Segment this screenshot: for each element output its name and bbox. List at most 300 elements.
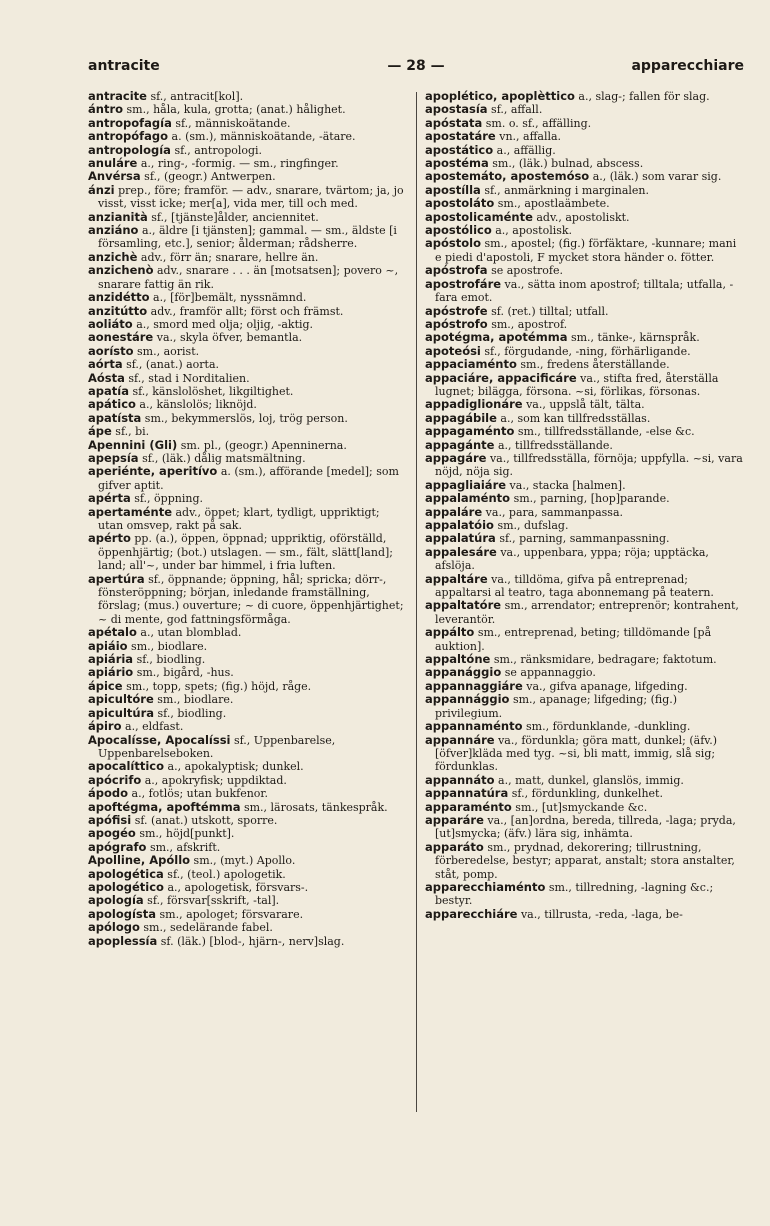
entry-headword: apostólico xyxy=(425,223,492,238)
entry-headword: apóstrofo xyxy=(425,316,488,331)
entry-headword: Aósta xyxy=(88,370,125,385)
entry-definition: sm., tänke-, kärnspråk. xyxy=(570,331,700,345)
dictionary-entry xyxy=(425,814,745,841)
dictionary-entry xyxy=(88,157,408,170)
entry-headword: appannáre xyxy=(425,732,495,747)
entry-headword: appanággio xyxy=(425,665,502,680)
dictionary-entry xyxy=(88,103,408,116)
dictionary-entry xyxy=(88,666,408,679)
entry-headword: anzianità xyxy=(88,209,148,224)
entry-headword: ápice xyxy=(88,678,123,693)
entry-headword: apoplético, apoplèttico xyxy=(425,89,575,103)
entry-headword: appaciáre, appacificáre xyxy=(425,370,577,385)
entry-headword: apostemáto, apostemóso xyxy=(425,169,590,184)
dictionary-entry xyxy=(88,452,408,465)
entry-definition: a. (sm.), människoätande, -ätare. xyxy=(171,130,356,144)
entry-headword: appálto xyxy=(425,625,475,640)
entry-definition: sm., dufslag. xyxy=(497,519,569,532)
entry-definition: sm., aorist. xyxy=(137,344,200,358)
entry-headword: apocalíttico xyxy=(88,759,165,774)
entry-headword: apicultúra xyxy=(88,705,154,720)
entry-headword: appagáre xyxy=(425,450,487,465)
dictionary-entry xyxy=(88,854,408,867)
entry-definition: va., fördunkla; göra matt, dunkel; (äfv.) [öfver]kläda med tyg. ~si, bli matt, immig, slå sig; fördunklas. xyxy=(435,733,717,774)
entry-definition: va., uppenbara, yppa; röja; upptäcka, afslöja. xyxy=(435,545,709,573)
dictionary-entry xyxy=(425,425,745,438)
dictionary-entry xyxy=(425,197,745,210)
entry-definition: pp. (a.), öppen, öppnad; uppriktig, oförställd, öppenhjärtig; (bot.) utslagen. — sm., fält, slätt[land]; land; all'~, under bar himmel, i fria luften. xyxy=(98,532,393,573)
entry-definition: a., äldre [i tjänsten]; gammal. — sm., äldste [i församling, etc.], senior; ålderman; rådsherre. xyxy=(98,224,397,251)
dictionary-entry xyxy=(425,170,745,183)
entry-headword: appannáto xyxy=(425,772,495,787)
entry-headword: apiáio xyxy=(88,638,128,653)
entry-definition: adv., förr än; snarare, hellre än. xyxy=(140,250,319,264)
entry-headword: aorísto xyxy=(88,343,134,358)
dictionary-entry xyxy=(425,452,745,479)
entry-headword: aonestáre xyxy=(88,330,154,345)
entry-definition: se appannaggio. xyxy=(504,666,596,680)
entry-definition: va., tilldöma, gifva på entreprenad; appaltarsi al teatro, taga abonnemang på teatern. xyxy=(435,572,714,600)
entry-definition: sf. (läk.) [blod-, hjärn-, nerv]slag. xyxy=(160,934,345,948)
entry-definition: va., gifva apanage, lifgeding. xyxy=(526,679,688,693)
dictionary-entry xyxy=(88,251,408,264)
entry-headword: apócrifo xyxy=(88,772,142,787)
page-number: — 28 — xyxy=(387,58,445,74)
entry-headword: anzitútto xyxy=(88,303,148,318)
entry-definition: va., tillfredsställa, förnöja; uppfylla. ~si, vara nöjd, nöja sig. xyxy=(435,451,743,479)
entry-definition: se apostrofe. xyxy=(491,264,563,278)
entry-definition: sf. (ret.) tilltal; utfall. xyxy=(491,304,609,318)
entry-headword: antropofagía xyxy=(88,115,172,130)
entry-headword: apogéo xyxy=(88,826,136,841)
dictionary-entry xyxy=(88,626,408,639)
entry-headword: apóstrofa xyxy=(425,263,488,278)
left-column xyxy=(88,90,408,948)
entry-headword: apicultóre xyxy=(88,692,154,707)
entry-definition: sf., stad i Norditalien. xyxy=(128,371,250,385)
entry-definition: va., skyla öfver, bemantla. xyxy=(156,331,303,345)
entry-definition: a., ring-, -formig. — sm., ringfinger. xyxy=(140,157,339,171)
entry-headword: apoteósi xyxy=(425,343,481,358)
dictionary-entry xyxy=(425,666,745,679)
entry-headword: apóstolo xyxy=(425,236,481,251)
dictionary-entry xyxy=(88,801,408,814)
entry-definition: sm., biodlare. xyxy=(157,693,234,707)
dictionary-entry xyxy=(425,117,745,130)
dictionary-entry xyxy=(88,130,408,143)
dictionary-entry xyxy=(88,358,408,371)
entry-definition: sm., apostel; (fig.) förfäktare, -kunnare; mani e piedi d'apostoli, F mycket stora händer o. fötter. xyxy=(435,237,737,264)
entry-definition: a., apostolisk. xyxy=(495,224,573,238)
entry-definition: sm., fredens återställande. xyxy=(520,358,670,372)
entry-definition: sf., känslolöshet, likgiltighet. xyxy=(132,384,294,398)
entry-headword: apérta xyxy=(88,491,131,506)
entry-definition: sm., apologet; försvarare. xyxy=(159,907,304,921)
entry-definition: a., tillfredsställande. xyxy=(497,438,613,452)
dictionary-entry xyxy=(425,881,745,908)
dictionary-entry xyxy=(88,291,408,304)
entry-definition: sm., bigård, -hus. xyxy=(136,666,234,680)
entry-definition: sm. pl., (geogr.) Apenninerna. xyxy=(180,438,347,452)
entry-headword: apología xyxy=(88,893,144,908)
dictionary-entry xyxy=(88,787,408,800)
dictionary-entry xyxy=(425,224,745,237)
dictionary-entry xyxy=(425,841,745,881)
dictionary-entry xyxy=(425,398,745,411)
dictionary-entry xyxy=(425,680,745,693)
entry-headword: ántro xyxy=(88,102,124,117)
dictionary-entry xyxy=(88,465,408,492)
entry-definition: sm., håla, kula, grotta; (anat.) hålighet. xyxy=(126,103,346,117)
entry-definition: a., [för]bemält, nyssnämnd. xyxy=(153,291,307,305)
dictionary-entry xyxy=(88,760,408,773)
header-first-word: antracite xyxy=(88,58,160,74)
entry-headword: appaciaménto xyxy=(425,357,517,372)
entry-definition: sm., apostrof. xyxy=(491,317,568,331)
dictionary-entry xyxy=(88,908,408,921)
dictionary-entry xyxy=(425,439,745,452)
dictionary-entry xyxy=(88,680,408,693)
entry-definition: sf., anmärkning i marginalen. xyxy=(484,183,649,197)
dictionary-entry xyxy=(88,868,408,881)
entry-definition: a., apologetisk, försvars-. xyxy=(167,880,309,894)
dictionary-entry xyxy=(425,211,745,224)
dictionary-entry xyxy=(425,519,745,532)
entry-headword: apostílla xyxy=(425,182,481,197)
entry-headword: apólogo xyxy=(88,920,140,935)
entry-definition: adv., öppet; klart, tydligt, uppriktigt; utan omsvep, rakt på sak. xyxy=(98,505,380,532)
entry-headword: appalatóio xyxy=(425,518,494,532)
dictionary-entry xyxy=(425,599,745,626)
entry-definition: a., apokryfisk; uppdiktad. xyxy=(144,773,287,787)
entry-headword: apparaménto xyxy=(425,799,512,814)
dictionary-entry xyxy=(425,157,745,170)
entry-headword: apertúra xyxy=(88,571,145,586)
entry-definition: sm., [ut]smyckande &c. xyxy=(515,800,648,814)
entry-definition: sm., apanage; lifgeding; (fig.) privilegium. xyxy=(435,693,678,720)
entry-definition: adv., framför allt; först och främst. xyxy=(150,304,344,318)
entry-headword: apotégma, apotémma xyxy=(425,330,568,345)
dictionary-entry xyxy=(88,814,408,827)
entry-headword: apologísta xyxy=(88,906,157,921)
entry-headword: appagliaiáre xyxy=(425,477,507,492)
entry-headword: Apocalísse, Apocalíssi xyxy=(88,732,231,747)
entry-definition: sm., ränksmidare, bedragare; faktotum. xyxy=(493,653,717,667)
entry-headword: ápodo xyxy=(88,786,129,801)
entry-headword: appagánte xyxy=(425,437,495,452)
entry-headword: anuláre xyxy=(88,156,138,171)
entry-headword: Apennini (Gli) xyxy=(88,437,178,452)
dictionary-entry xyxy=(425,908,745,921)
dictionary-entry xyxy=(88,881,408,894)
dictionary-entry xyxy=(88,693,408,706)
dictionary-entry xyxy=(88,827,408,840)
entry-definition: sf., [tjänste]ålder, anciennitet. xyxy=(151,210,319,224)
dictionary-entry xyxy=(88,412,408,425)
entry-headword: apostoláto xyxy=(425,196,495,211)
column-divider xyxy=(416,92,417,1112)
entry-definition: a., eldfast. xyxy=(125,720,184,734)
dictionary-entry xyxy=(88,385,408,398)
entry-headword: apologético xyxy=(88,879,164,894)
entry-definition: a., fotlös; utan bukfenor. xyxy=(131,787,268,801)
dictionary-entry xyxy=(425,720,745,733)
entry-definition: sf., förgudande, -ning, förhärligande. xyxy=(484,344,691,358)
dictionary-entry xyxy=(88,506,408,533)
entry-definition: a., affällig. xyxy=(496,143,556,157)
dictionary-entry xyxy=(88,305,408,318)
entry-definition: a. (sm.), afförande [medel]; som gifver aptit. xyxy=(98,465,399,492)
entry-definition: sm., topp, spets; (fig.) höjd, råge. xyxy=(126,679,312,693)
dictionary-entry xyxy=(88,170,408,183)
entry-definition: sf., (anat.) aorta. xyxy=(126,358,220,372)
dictionary-entry xyxy=(425,573,745,600)
dictionary-entry xyxy=(88,734,408,761)
dictionary-entry xyxy=(425,331,745,344)
entry-headword: apertaménte xyxy=(88,504,172,519)
entry-definition: va., tillrusta, -reda, -laga, be- xyxy=(520,907,683,921)
entry-definition: sm., biodlare. xyxy=(131,639,208,653)
entry-headword: appalaménto xyxy=(425,491,511,506)
dictionary-entry xyxy=(88,653,408,666)
entry-headword: anziáno xyxy=(88,223,139,238)
entry-definition: sm., sedelärande fabel. xyxy=(143,921,273,935)
entry-headword: ápe xyxy=(88,424,112,439)
entry-definition: sf., människoätande. xyxy=(175,116,291,130)
dictionary-entry xyxy=(88,345,408,358)
entry-definition: sf., försvar[sskrift, -tal]. xyxy=(147,894,280,908)
entry-headword: apostatáre xyxy=(425,129,496,144)
entry-headword: appaláre xyxy=(425,504,483,519)
dictionary-entry xyxy=(88,211,408,224)
entry-headword: apparecchiaménto xyxy=(425,879,546,894)
dictionary-entry xyxy=(425,801,745,814)
entry-definition: sm., fördunklande, -dunkling. xyxy=(526,720,691,734)
entry-definition: sf., antracit[kol]. xyxy=(150,90,244,103)
dictionary-entry xyxy=(88,117,408,130)
entry-definition: a., (läk.) som varar sig. xyxy=(592,170,722,184)
entry-headword: appadiglionáre xyxy=(425,397,523,412)
entry-headword: appannaménto xyxy=(425,719,523,734)
entry-definition: adv., apostoliskt. xyxy=(536,210,630,224)
dictionary-entry xyxy=(425,492,745,505)
entry-headword: apóstata xyxy=(425,115,483,130)
entry-definition: sf., bi. xyxy=(115,425,150,439)
entry-headword: apparecchiáre xyxy=(425,906,518,921)
dictionary-entry xyxy=(88,894,408,907)
entry-definition: sm., prydnad, dekorering; tillrustning, förberedelse, bestyr; apparat, anstalt; stora anstalter, ståt, pomp. xyxy=(435,840,735,881)
dictionary-entry xyxy=(425,787,745,800)
dictionary-entry xyxy=(88,720,408,733)
dictionary-entry xyxy=(425,184,745,197)
dictionary-entry xyxy=(88,318,408,331)
dictionary-entry xyxy=(425,532,745,545)
dictionary-entry xyxy=(425,345,745,358)
dictionary-entry xyxy=(88,144,408,157)
entry-definition: sm., tillredning, -lagning &c.; bestyr. xyxy=(435,880,714,908)
entry-headword: apparáre xyxy=(425,812,484,827)
dictionary-entry xyxy=(88,224,408,251)
entry-headword: appagaménto xyxy=(425,424,515,439)
entry-definition: vn., affalla. xyxy=(499,130,562,144)
dictionary-entry xyxy=(425,653,745,666)
entry-definition: sm., parning, [hop]parande. xyxy=(513,492,670,506)
entry-definition: sf., (teol.) apologetik. xyxy=(167,867,286,881)
entry-definition: sf., Uppenbarelse, Uppenbarelseboken. xyxy=(98,733,336,760)
dictionary-entry xyxy=(88,774,408,787)
entry-definition: sm., afskrift. xyxy=(149,840,221,854)
entry-headword: Apolline, Apóllo xyxy=(88,853,191,868)
entry-definition: adv., snarare . . . än [motsatsen]; povero ~, snarare fattig än rik. xyxy=(98,264,399,291)
entry-headword: apologética xyxy=(88,866,164,881)
entry-headword: anzidétto xyxy=(88,290,150,305)
entry-definition: a., utan blomblad. xyxy=(140,626,242,640)
entry-definition: va., para, sammanpassa. xyxy=(485,505,623,519)
entry-definition: sf., (geogr.) Antwerpen. xyxy=(144,170,276,184)
dictionary-entry xyxy=(425,318,745,331)
dictionary-entry xyxy=(88,532,408,572)
entry-headword: ánzi xyxy=(88,182,115,197)
entry-headword: apepsía xyxy=(88,450,139,465)
entry-headword: Anvérsa xyxy=(88,169,141,184)
entry-headword: apiário xyxy=(88,665,134,680)
dictionary-entry xyxy=(88,841,408,854)
entry-definition: sm., apostlaämbete. xyxy=(497,197,610,211)
entry-headword: anzichenò xyxy=(88,263,154,278)
entry-definition: sf., affall. xyxy=(491,103,543,117)
dictionary-entry xyxy=(425,774,745,787)
entry-definition: va., stifta fred, återställa lugnet; bilägga, försona. ~si, förlikas, försonas. xyxy=(435,371,719,398)
dictionary-entry xyxy=(88,331,408,344)
dictionary-entry xyxy=(88,921,408,934)
entry-definition: a., slag-; fallen för slag. xyxy=(578,90,710,103)
header-last-word: apparecchiare xyxy=(631,58,744,74)
entry-definition: va., [an]ordna, bereda, tillreda, -laga; pryda, [ut]smycka; (äfv.) lära sig, inhämta. xyxy=(435,813,736,841)
entry-headword: aórta xyxy=(88,357,123,372)
right-column xyxy=(425,90,745,921)
dictionary-entry xyxy=(425,372,745,399)
dictionary-entry xyxy=(425,103,745,116)
dictionary-entry xyxy=(425,734,745,774)
dictionary-entry xyxy=(425,144,745,157)
entry-headword: apétalo xyxy=(88,625,137,640)
entry-definition: sf., biodling. xyxy=(157,706,227,720)
entry-definition: a., smord med olja; oljig, -aktig. xyxy=(136,317,314,331)
entry-definition: sm., arrendator; entreprenör; kontrahent, leverantör. xyxy=(435,599,739,626)
entry-headword: apiária xyxy=(88,652,134,667)
entry-definition: sm. o. sf., affälling. xyxy=(485,116,592,130)
dictionary-entry xyxy=(425,90,745,103)
entry-definition: sf., parning, sammanpassning. xyxy=(499,532,670,546)
entry-definition: sf., fördunkling, dunkelhet. xyxy=(511,787,663,801)
entry-definition: a., apokalyptisk; dunkel. xyxy=(167,760,304,774)
dictionary-entry xyxy=(425,237,745,264)
entry-headword: appaltatóre xyxy=(425,598,502,613)
entry-definition: sf., antropologi. xyxy=(174,143,263,157)
entry-definition: sm., tillfredsställande, -else &c. xyxy=(517,425,695,439)
entry-headword: apófisi xyxy=(88,812,132,827)
entry-headword: apatísta xyxy=(88,410,142,425)
dictionary-entry xyxy=(425,506,745,519)
entry-headword: apático xyxy=(88,397,136,412)
entry-definition: sf., (läk.) dålig matsmältning. xyxy=(142,451,306,465)
dictionary-entry xyxy=(425,693,745,720)
entry-definition: sm., lärosats, tänkespråk. xyxy=(243,800,388,814)
dictionary-entry xyxy=(88,573,408,627)
entry-headword: appaltáre xyxy=(425,571,488,586)
dictionary-entry xyxy=(425,130,745,143)
entry-definition: va., sätta inom apostrof; tilltala; utfalla, -fara emot. xyxy=(435,277,734,305)
entry-definition: prep., före; framför. — adv., snarare, tvärtom; ja, jo visst, visst icke; mer[a], vida mer, till och med. xyxy=(98,183,404,211)
entry-headword: antropología xyxy=(88,142,171,157)
entry-headword: apoplessía xyxy=(88,933,158,948)
entry-headword: appaltóne xyxy=(425,652,491,667)
dictionary-entry xyxy=(88,492,408,505)
entry-headword: apóstrofe xyxy=(425,303,488,318)
entry-definition: sm., bekymmerslös, loj, trög person. xyxy=(144,411,348,425)
entry-definition: a., känslolös; liknöjd. xyxy=(139,398,257,412)
entry-headword: apostrofáre xyxy=(425,276,502,291)
dictionary-entry xyxy=(425,626,745,653)
dictionary-entry xyxy=(425,305,745,318)
entry-headword: appannatúra xyxy=(425,786,509,801)
entry-headword: apostéma xyxy=(425,156,489,171)
entry-headword: apparáto xyxy=(425,839,484,854)
dictionary-entry xyxy=(88,439,408,452)
entry-headword: apostasía xyxy=(425,102,488,117)
entry-definition: sf., öppnande; öppning, hål; spricka; dörr-, fönsteröppning; början, inledande framställning, förslag; (mus.) ouverture; ~ di cuore, öppenhjärtighet; ~ di mente, god fattningsförmåga. xyxy=(98,572,404,626)
dictionary-entry xyxy=(425,264,745,277)
entry-headword: apatía xyxy=(88,383,129,398)
dictionary-entry xyxy=(88,372,408,385)
entry-headword: apostático xyxy=(425,142,494,157)
entry-definition: sm., entreprenad, beting; tilldömande [på auktion]. xyxy=(435,626,712,653)
entry-headword: aperiénte, aperitívo xyxy=(88,464,218,479)
dictionary-entry xyxy=(88,184,408,211)
dictionary-entry xyxy=(88,707,408,720)
entry-definition: a., som kan tillfredsställas. xyxy=(500,411,651,425)
dictionary-entry xyxy=(425,358,745,371)
entry-headword: appannággio xyxy=(425,692,510,707)
page-header xyxy=(88,58,744,78)
entry-headword: apógrafo xyxy=(88,839,147,854)
dictionary-entry xyxy=(425,412,745,425)
entry-headword: aoliáto xyxy=(88,316,133,331)
entry-headword: appannaggiáre xyxy=(425,678,523,693)
entry-headword: appalesáre xyxy=(425,544,497,559)
entry-headword: apoftégma, apoftémma xyxy=(88,799,241,814)
dictionary-entry xyxy=(425,479,745,492)
dictionary-entry xyxy=(88,264,408,291)
entry-headword: appagábile xyxy=(425,410,497,425)
entry-headword: ápiro xyxy=(88,719,122,734)
dictionary-entry xyxy=(88,640,408,653)
entry-definition: sf., biodling. xyxy=(136,653,206,667)
dictionary-entry xyxy=(425,278,745,305)
entry-definition: a., matt, dunkel, glanslös, immig. xyxy=(498,773,684,787)
entry-definition: sf., öppning. xyxy=(134,492,203,506)
entry-headword: apostolicaménte xyxy=(425,209,533,224)
dictionary-entry xyxy=(88,935,408,948)
dictionary-entry xyxy=(88,425,408,438)
entry-headword: antracite xyxy=(88,89,147,103)
entry-definition: va., stacka [halmen]. xyxy=(509,478,626,492)
entry-headword: apérto xyxy=(88,531,131,546)
dictionary-entry xyxy=(88,398,408,411)
dictionary-entry xyxy=(88,90,408,103)
entry-headword: appalatúra xyxy=(425,531,496,546)
entry-definition: sf. (anat.) utskott, sporre. xyxy=(134,813,278,827)
